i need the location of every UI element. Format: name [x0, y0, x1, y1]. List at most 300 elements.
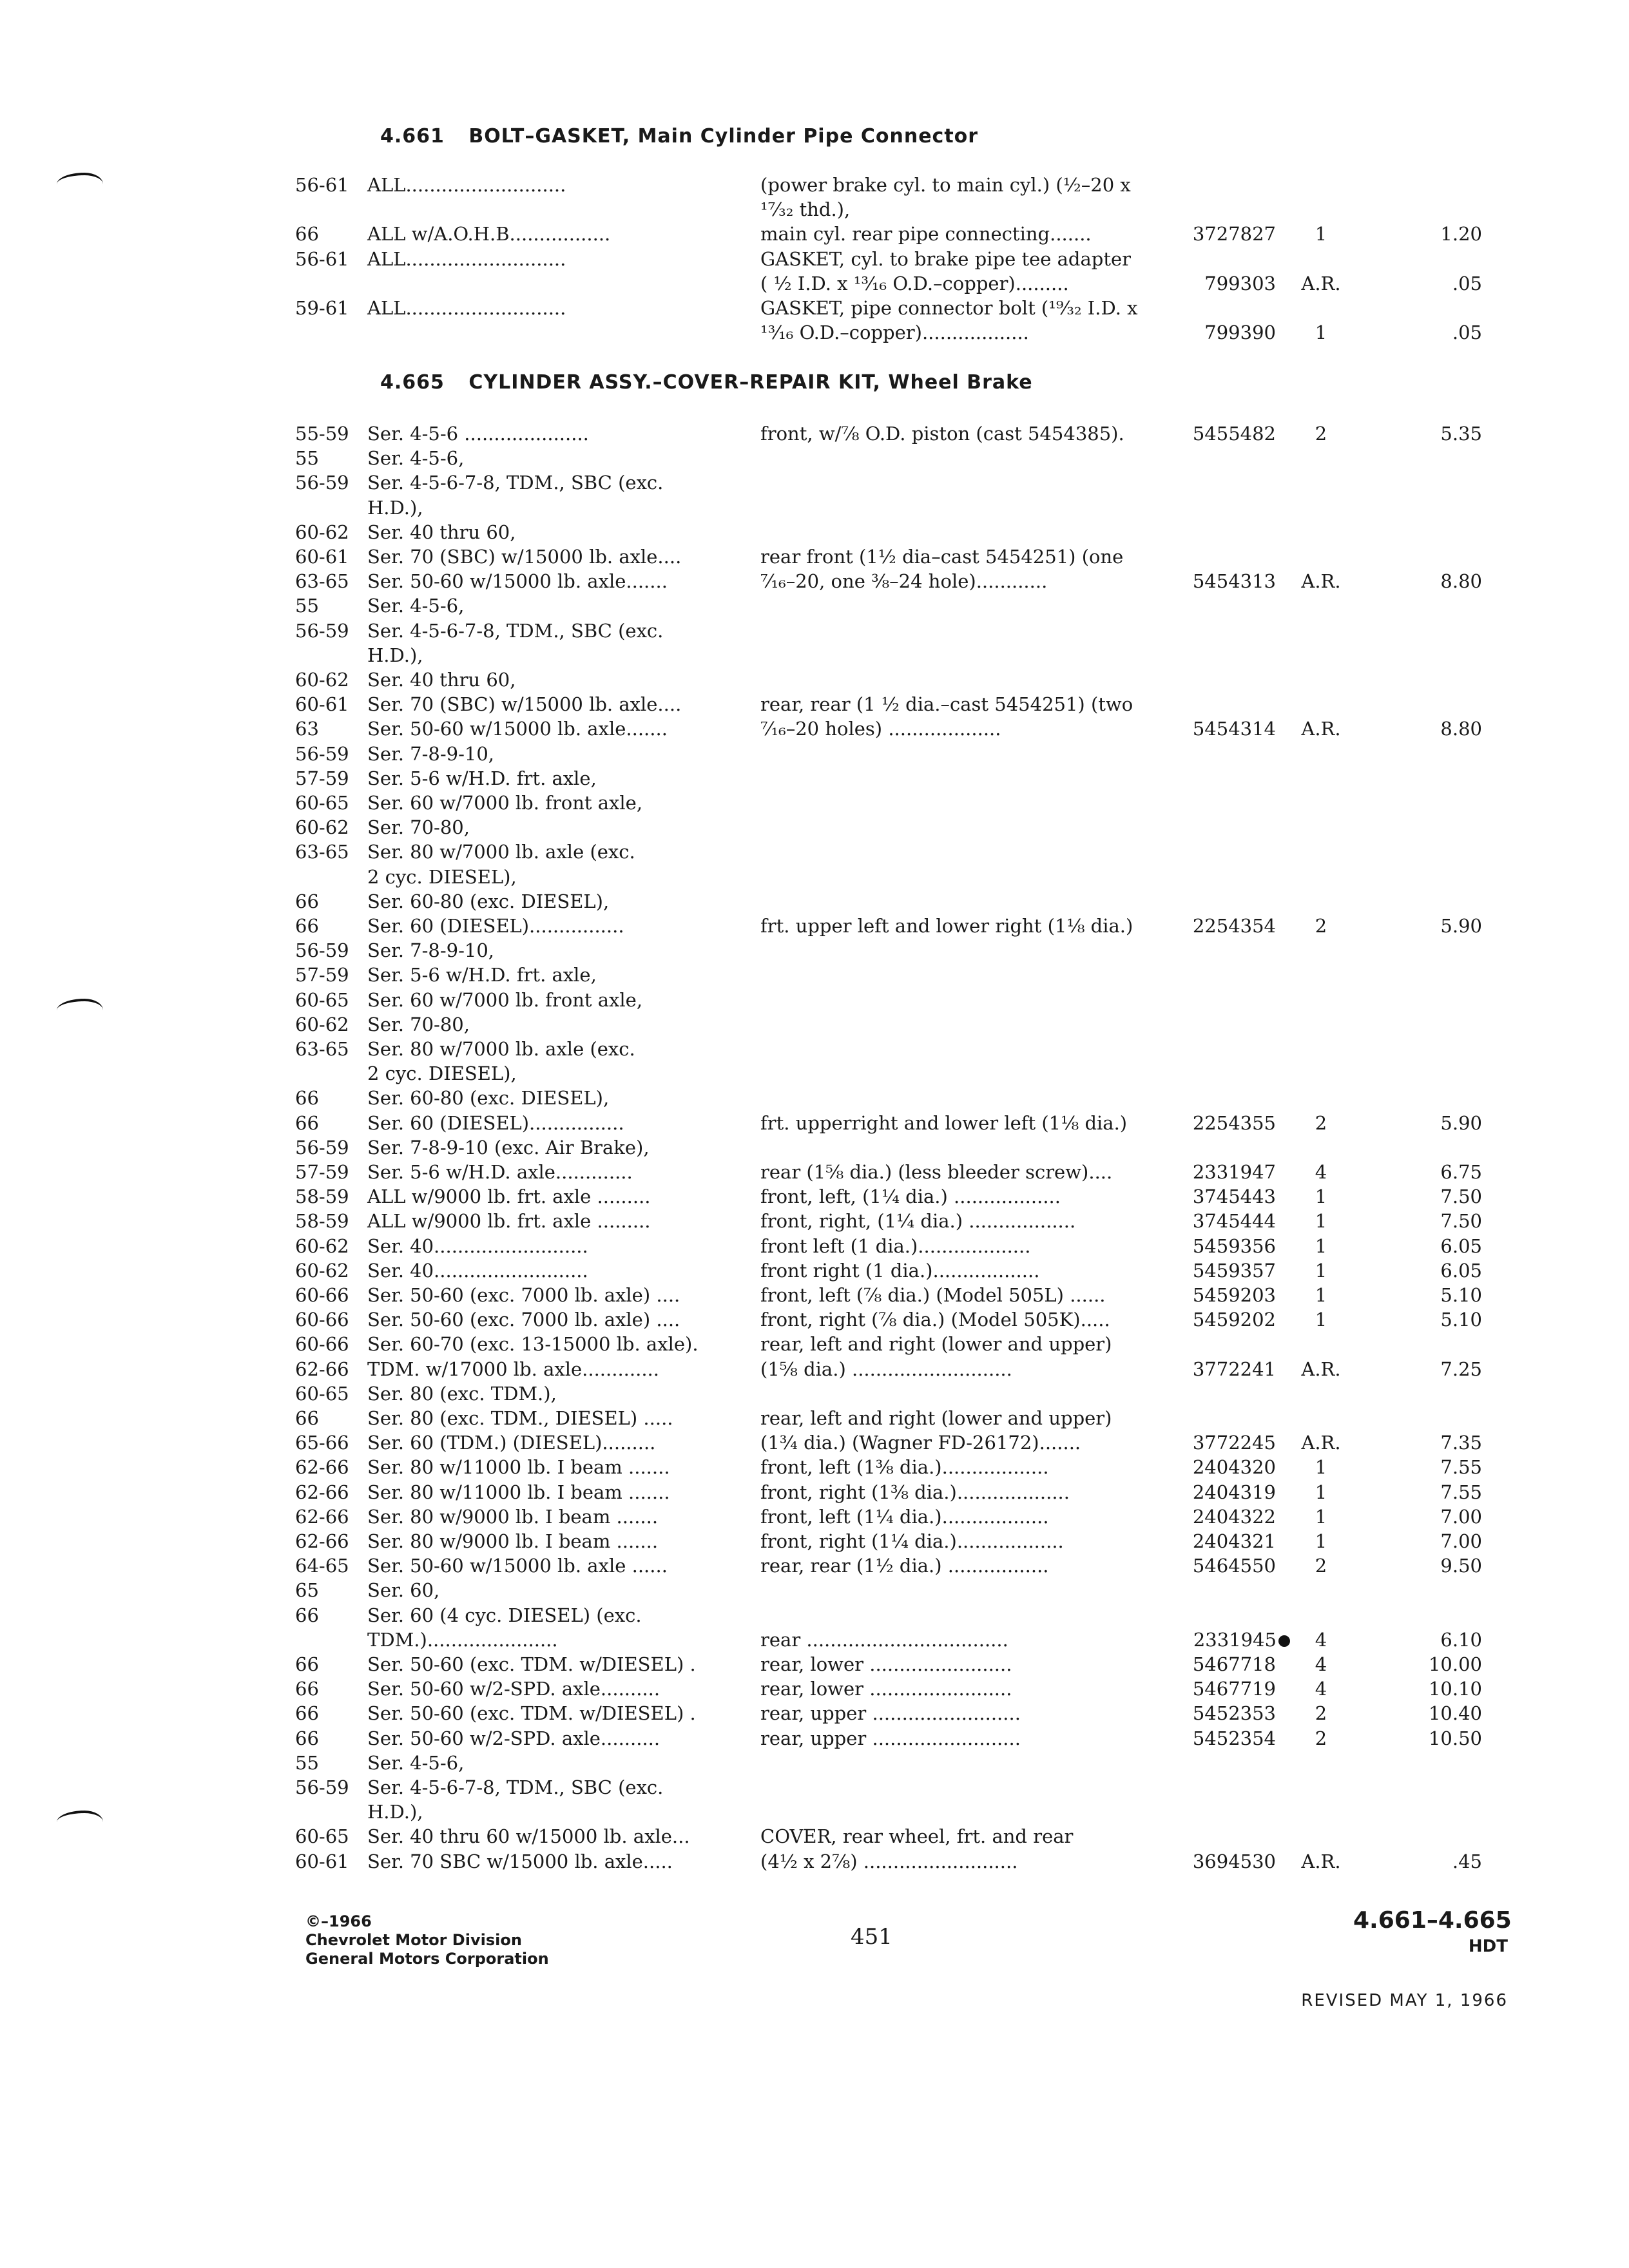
part-number: 2404321	[1192, 1530, 1276, 1552]
model-years: 62-66	[295, 1358, 349, 1380]
table-row	[0, 1701, 1629, 1725]
application: H.D.),	[367, 496, 423, 519]
part-number: 3745443	[1192, 1186, 1276, 1208]
price: 7.25	[1440, 1358, 1482, 1380]
model-years: 56-59	[295, 1776, 349, 1798]
application: Ser. 80 w/9000 lb. I beam .......	[367, 1530, 659, 1552]
table-row	[0, 1529, 1629, 1553]
application: TDM.)......................	[367, 1628, 558, 1651]
application: Ser. 40..........................	[367, 1259, 588, 1282]
application: H.D.),	[367, 644, 423, 666]
table-row	[0, 1406, 1629, 1430]
model-years: 63-65	[295, 570, 349, 593]
section-title: CYLINDER ASSY.–COVER–REPAIR KIT,	[468, 371, 881, 394]
part-number: 5452353	[1192, 1702, 1276, 1725]
application: Ser. 80 w/9000 lb. I beam .......	[367, 1505, 659, 1528]
table-row	[0, 988, 1629, 1012]
part-number: 2404319	[1192, 1481, 1276, 1503]
application: Ser. 40 thru 60,	[367, 669, 516, 691]
model-years: 60-62	[295, 1235, 349, 1257]
description: rear (1⅝ dia.) (less bleeder screw)....	[760, 1161, 1113, 1183]
price: 5.10	[1440, 1309, 1482, 1331]
description: ⁷⁄₁₆–20, one ⅜–24 hole)............	[760, 570, 1048, 593]
quantity: 1	[1315, 1210, 1327, 1233]
model-years: 63	[295, 718, 319, 740]
part-number: 3694530	[1192, 1850, 1276, 1872]
price: 8.80	[1440, 718, 1482, 740]
table-row	[0, 1677, 1629, 1701]
quantity: A.R.	[1301, 272, 1341, 294]
quantity: 2	[1315, 423, 1327, 445]
price: 5.35	[1440, 423, 1482, 445]
model-years: 60-65	[295, 792, 349, 814]
description: rear front (1½ dia–cast 5454251) (one	[760, 546, 1124, 568]
model-years: 66	[295, 1702, 319, 1725]
table-row	[0, 938, 1629, 963]
quantity: A.R.	[1301, 570, 1341, 593]
model-years: 62-66	[295, 1505, 349, 1528]
quantity: 1	[1315, 1235, 1327, 1257]
table-row	[0, 1111, 1629, 1135]
application: Ser. 5-6 w/H.D. frt. axle,	[367, 964, 597, 986]
application: Ser. 4-5-6-7-8, TDM., SBC (exc.	[367, 1776, 664, 1798]
application: Ser. 4-5-6,	[367, 447, 465, 470]
table-row	[0, 1430, 1629, 1455]
model-years: 66	[295, 1653, 319, 1675]
section-range: 4.661–4.665	[1353, 1907, 1512, 1934]
application: Ser. 50-60 (exc. 7000 lb. axle) ....	[367, 1284, 680, 1306]
table-row	[0, 173, 1629, 197]
model-years: 66	[295, 915, 319, 937]
price: 10.40	[1428, 1702, 1482, 1725]
part-number: 799303	[1204, 272, 1276, 294]
description: (4½ x 2⅞) ..........................	[760, 1850, 1018, 1872]
description: (power brake cyl. to main cyl.) (½–20 x	[760, 174, 1131, 196]
table-row	[0, 643, 1629, 668]
price: 7.55	[1440, 1456, 1482, 1479]
price: 7.50	[1440, 1210, 1482, 1233]
part-number: 5459202	[1192, 1309, 1276, 1331]
application: Ser. 7-8-9-10,	[367, 742, 495, 765]
application: Ser. 50-60 w/2-SPD. axle..........	[367, 1727, 660, 1749]
description: front left (1 dia.)...................	[760, 1235, 1031, 1257]
application: Ser. 60-80 (exc. DIESEL),	[367, 1087, 610, 1110]
description: main cyl. rear pipe connecting.......	[760, 223, 1092, 245]
model-years: 62-66	[295, 1530, 349, 1552]
application: Ser. 50-60 w/15000 lb. axle.......	[367, 718, 668, 740]
price: 7.55	[1440, 1481, 1482, 1503]
section-number: 4.665	[380, 371, 445, 394]
description: ¹³⁄₁₆ O.D.–copper)..................	[760, 322, 1029, 344]
quantity: 1	[1315, 1505, 1327, 1528]
price: 5.10	[1440, 1284, 1482, 1306]
part-number: 3727827	[1192, 223, 1276, 245]
application: Ser. 50-60 w/15000 lb. axle ......	[367, 1555, 668, 1577]
table-row	[0, 1751, 1629, 1775]
table-row	[0, 1160, 1629, 1184]
application: Ser. 80 w/7000 lb. axle (exc.	[367, 1038, 635, 1060]
table-row	[0, 1652, 1629, 1677]
table-row	[0, 1504, 1629, 1529]
description: front, left, (1¼ dia.) ..................	[760, 1186, 1061, 1208]
application: 2 cyc. DIESEL),	[367, 1062, 517, 1085]
application: ALL w/9000 lb. frt. axle .........	[367, 1210, 651, 1233]
part-number: 5459357	[1192, 1259, 1276, 1282]
table-row	[0, 1209, 1629, 1233]
application: ALL...........................	[367, 297, 566, 319]
model-years: 60-66	[295, 1284, 349, 1306]
model-years: 66	[295, 1678, 319, 1700]
table-row	[0, 963, 1629, 987]
description: ¹⁷⁄₃₂ thd.),	[760, 198, 851, 221]
application: Ser. 40 thru 60,	[367, 521, 516, 543]
application: ALL w/A.O.H.B.................	[367, 223, 611, 245]
price: 8.80	[1440, 570, 1482, 593]
table-row	[0, 716, 1629, 741]
table-row	[0, 1628, 1629, 1652]
table-row	[0, 1849, 1629, 1874]
quantity: 1	[1315, 1284, 1327, 1306]
model-years: 63-65	[295, 1038, 349, 1060]
model-years: 56-61	[295, 174, 349, 196]
price: 10.50	[1428, 1727, 1482, 1749]
application: Ser. 70-80,	[367, 816, 470, 839]
table-row	[0, 791, 1629, 815]
price: 5.90	[1440, 1111, 1482, 1134]
description: frt. upper left and lower right (1⅛ dia.)	[760, 915, 1133, 937]
model-years: 60-62	[295, 521, 349, 543]
table-row	[0, 1086, 1629, 1110]
model-years: 66	[295, 1727, 319, 1749]
price: 7.00	[1440, 1530, 1482, 1552]
description: (1⅝ dia.) ...........................	[760, 1358, 1012, 1380]
section-title: BOLT–GASKET,	[468, 125, 631, 148]
section-heading	[380, 371, 1033, 394]
price: 6.10	[1440, 1628, 1482, 1651]
description: rear, rear (1½ dia.) .................	[760, 1555, 1049, 1577]
part-number: 799390	[1204, 322, 1276, 344]
application: Ser. 50-60 (exc. TDM. w/DIESEL) .	[367, 1702, 696, 1725]
quantity: 1	[1315, 1309, 1327, 1331]
description: front, left (⅞ dia.) (Model 505L) ......	[760, 1284, 1106, 1306]
application: Ser. 70 SBC w/15000 lb. axle.....	[367, 1850, 673, 1872]
table-row	[0, 1603, 1629, 1628]
part-number: 2404320	[1192, 1456, 1276, 1479]
model-years: 60-62	[295, 669, 349, 691]
table-row	[0, 1037, 1629, 1061]
table-row	[0, 421, 1629, 446]
price: .05	[1452, 272, 1482, 294]
price: 6.75	[1440, 1161, 1482, 1183]
model-years: 66	[295, 223, 319, 245]
application: Ser. 4-5-6,	[367, 1751, 465, 1774]
price: 9.50	[1440, 1555, 1482, 1577]
description: rear, lower ........................	[760, 1653, 1012, 1675]
table-row	[0, 247, 1629, 271]
table-row	[0, 1455, 1629, 1479]
table-row	[0, 1012, 1629, 1037]
application: Ser. 70-80,	[367, 1013, 470, 1035]
quantity: 4	[1315, 1653, 1327, 1675]
description: rear, lower ........................	[760, 1678, 1012, 1700]
quantity: 1	[1315, 1481, 1327, 1503]
part-number: 2331947	[1192, 1161, 1276, 1183]
application: ALL...........................	[367, 174, 566, 196]
table-row	[0, 446, 1629, 470]
description: front, right (⅞ dia.) (Model 505K).....	[760, 1309, 1110, 1331]
table-row	[0, 1357, 1629, 1381]
division-name: Chevrolet Motor Division	[305, 1931, 522, 1949]
quantity: 2	[1315, 1727, 1327, 1749]
table-row	[0, 271, 1629, 296]
price: 5.90	[1440, 915, 1482, 937]
application: Ser. 60 (TDM.) (DIESEL).........	[367, 1432, 656, 1454]
revision-date: REVISED MAY 1, 1966	[1301, 1991, 1508, 2010]
quantity: 2	[1315, 915, 1327, 937]
application: Ser. 40..........................	[367, 1235, 588, 1257]
model-years: 60-62	[295, 1013, 349, 1035]
price: 7.35	[1440, 1432, 1482, 1454]
model-years: 60-66	[295, 1333, 349, 1356]
model-years: 55	[295, 1751, 319, 1774]
price: 6.05	[1440, 1235, 1482, 1257]
table-row	[0, 1258, 1629, 1283]
table-row	[0, 544, 1629, 569]
model-years: 66	[295, 890, 319, 912]
application: Ser. 4-5-6 .....................	[367, 423, 589, 445]
table-row	[0, 668, 1629, 692]
table-row	[0, 1234, 1629, 1258]
part-number: 3772245	[1192, 1432, 1276, 1454]
model-years: 56-59	[295, 472, 349, 494]
part-number: 5459203	[1192, 1284, 1276, 1306]
model-years: 66	[295, 1111, 319, 1134]
application: Ser. 60 w/7000 lb. front axle,	[367, 988, 643, 1011]
section-heading	[380, 125, 978, 148]
table-row	[0, 1061, 1629, 1086]
table-row	[0, 1184, 1629, 1209]
new-part-dot-icon	[1278, 1635, 1290, 1647]
price: .05	[1452, 322, 1482, 344]
model-years: 55	[295, 447, 319, 470]
description: ⁷⁄₁₆–20 holes) ...................	[760, 718, 1001, 740]
model-years: 60-65	[295, 1825, 349, 1848]
part-number: 2254355	[1192, 1111, 1276, 1134]
application: Ser. 70 (SBC) w/15000 lb. axle....	[367, 546, 682, 568]
table-row	[0, 1332, 1629, 1356]
table-row	[0, 222, 1629, 246]
model-years: 57-59	[295, 1161, 349, 1183]
quantity: A.R.	[1301, 1432, 1341, 1454]
part-number: 5452354	[1192, 1727, 1276, 1749]
model-years: 56-59	[295, 939, 349, 962]
quantity: A.R.	[1301, 1850, 1341, 1872]
table-row	[0, 1726, 1629, 1751]
application: TDM. w/17000 lb. axle.............	[367, 1358, 659, 1380]
model-years: 62-66	[295, 1481, 349, 1503]
application: 2 cyc. DIESEL),	[367, 865, 517, 888]
table-row	[0, 1283, 1629, 1307]
price: 7.50	[1440, 1186, 1482, 1208]
application: Ser. 4-5-6-7-8, TDM., SBC (exc.	[367, 472, 664, 494]
description: front, right, (1¼ dia.) ..................	[760, 1210, 1076, 1233]
model-years: 57-59	[295, 767, 349, 789]
description: rear, upper .........................	[760, 1702, 1021, 1725]
quantity: 1	[1315, 1530, 1327, 1552]
price: 10.00	[1428, 1653, 1482, 1675]
description: rear, left and right (lower and upper)	[760, 1333, 1112, 1356]
quantity: A.R.	[1301, 1358, 1341, 1380]
application: Ser. 60 (DIESEL)................	[367, 915, 624, 937]
table-row	[0, 1775, 1629, 1800]
part-number: 3745444	[1192, 1210, 1276, 1233]
model-years: 66	[295, 1604, 319, 1626]
table-row	[0, 320, 1629, 345]
application: Ser. 50-60 (exc. 7000 lb. axle) ....	[367, 1309, 680, 1331]
application: Ser. 80 w/11000 lb. I beam .......	[367, 1456, 670, 1479]
part-number: 5464550	[1192, 1555, 1276, 1577]
application: Ser. 80 w/7000 lb. axle (exc.	[367, 841, 635, 863]
price: 7.00	[1440, 1505, 1482, 1528]
section-subtitle: Main Cylinder Pipe Connector	[637, 125, 979, 148]
quantity: 1	[1315, 223, 1327, 245]
description: frt. upperright and lower left (1⅛ dia.)	[760, 1111, 1128, 1134]
part-number: 2404322	[1192, 1505, 1276, 1528]
price: .45	[1452, 1850, 1482, 1872]
table-row	[0, 593, 1629, 618]
quantity: 2	[1315, 1702, 1327, 1725]
application: Ser. 80 w/11000 lb. I beam .......	[367, 1481, 670, 1503]
part-number: 3772241	[1192, 1358, 1276, 1380]
section-subtitle: Wheel Brake	[888, 371, 1033, 394]
table-row	[0, 520, 1629, 544]
table-row	[0, 815, 1629, 840]
quantity: 1	[1315, 1456, 1327, 1479]
table-row	[0, 569, 1629, 593]
model-years: 65	[295, 1579, 319, 1602]
table-row	[0, 296, 1629, 320]
quantity: A.R.	[1301, 718, 1341, 740]
model-years: 64-65	[295, 1555, 349, 1577]
application: Ser. 4-5-6-7-8, TDM., SBC (exc.	[367, 619, 664, 642]
description: ( ½ I.D. x ¹³⁄₁₆ O.D.–copper).........	[760, 272, 1069, 294]
quantity: 2	[1315, 1111, 1327, 1134]
part-number: 2331945	[1173, 1628, 1290, 1652]
model-years: 55-59	[295, 423, 349, 445]
part-number: 5467718	[1192, 1653, 1276, 1675]
application: Ser. 50-60 w/15000 lb. axle.......	[367, 570, 668, 593]
price: 6.05	[1440, 1259, 1482, 1282]
model-years: 65-66	[295, 1432, 349, 1454]
quantity: 1	[1315, 322, 1327, 344]
quantity: 4	[1315, 1678, 1327, 1700]
table-row	[0, 692, 1629, 716]
quantity: 1	[1315, 1259, 1327, 1282]
model-years: 60-62	[295, 816, 349, 839]
application: Ser. 4-5-6,	[367, 595, 465, 617]
table-row	[0, 1135, 1629, 1160]
description: rear, left and right (lower and upper)	[760, 1407, 1112, 1429]
application: ALL w/9000 lb. frt. axle .........	[367, 1186, 651, 1208]
part-number: 5459356	[1192, 1235, 1276, 1257]
description: (1¾ dia.) (Wagner FD-26172).......	[760, 1432, 1081, 1454]
model-years: 56-59	[295, 742, 349, 765]
quantity: 4	[1315, 1161, 1327, 1183]
quantity: 4	[1315, 1628, 1327, 1651]
description: rear, upper .........................	[760, 1727, 1021, 1749]
application: Ser. 70 (SBC) w/15000 lb. axle....	[367, 693, 682, 716]
model-years: 63-65	[295, 841, 349, 863]
description: front, right (1⅜ dia.)...................	[760, 1481, 1070, 1503]
application: Ser. 7-8-9-10,	[367, 939, 495, 962]
model-years: 59-61	[295, 297, 349, 319]
application: Ser. 60 (DIESEL)................	[367, 1111, 624, 1134]
table-row	[0, 1381, 1629, 1406]
table-row	[0, 1307, 1629, 1332]
application: Ser. 60-80 (exc. DIESEL),	[367, 890, 610, 912]
part-number: 5455482	[1192, 423, 1276, 445]
part-number: 5454314	[1192, 718, 1276, 740]
model-years: 60-61	[295, 1850, 349, 1872]
description: rear, rear (1 ½ dia.–cast 5454251) (two	[760, 693, 1133, 716]
table-row	[0, 1553, 1629, 1578]
model-years: 58-59	[295, 1210, 349, 1233]
description: front, left (1¼ dia.)..................	[760, 1505, 1049, 1528]
model-years: 60-65	[295, 988, 349, 1011]
description: GASKET, cyl. to brake pipe tee adapter	[760, 247, 1132, 270]
corporation-name: General Motors Corporation	[305, 1950, 549, 1968]
part-number: 5454313	[1192, 570, 1276, 593]
copyright: ©–1966	[305, 1912, 372, 1930]
table-row	[0, 1824, 1629, 1849]
description: front, left (1⅜ dia.)..................	[760, 1456, 1049, 1479]
application: Ser. 5-6 w/H.D. frt. axle,	[367, 767, 597, 789]
model-years: 55	[295, 595, 319, 617]
application: Ser. 60-70 (exc. 13-15000 lb. axle).	[367, 1333, 699, 1356]
table-row	[0, 742, 1629, 766]
publisher-block	[305, 1912, 549, 1968]
quantity: 2	[1315, 1555, 1327, 1577]
model-years: 56-61	[295, 247, 349, 270]
part-number: 5467719	[1192, 1678, 1276, 1700]
model-years: 60-61	[295, 546, 349, 568]
application: Ser. 60 (4 cyc. DIESEL) (exc.	[367, 1604, 642, 1626]
application: Ser. 60 w/7000 lb. front axle,	[367, 792, 643, 814]
model-years: 60-66	[295, 1309, 349, 1331]
table-row	[0, 840, 1629, 864]
description: front, w/⅞ O.D. piston (cast 5454385).	[760, 423, 1124, 445]
model-years: 66	[295, 1407, 319, 1429]
table-row	[0, 197, 1629, 222]
application: Ser. 80 (exc. TDM.),	[367, 1382, 557, 1405]
price: 10.10	[1428, 1678, 1482, 1700]
application: H.D.),	[367, 1801, 423, 1823]
model-years: 62-66	[295, 1456, 349, 1479]
table-row	[0, 495, 1629, 520]
application: Ser. 50-60 w/2-SPD. axle..........	[367, 1678, 660, 1700]
application: Ser. 40 thru 60 w/15000 lb. axle...	[367, 1825, 690, 1848]
description: front right (1 dia.)..................	[760, 1259, 1040, 1282]
application: ALL...........................	[367, 247, 566, 270]
catalog-code: HDT	[1468, 1937, 1508, 1956]
description: front, right (1¼ dia.)..................	[760, 1530, 1064, 1552]
price: 1.20	[1440, 223, 1482, 245]
application: Ser. 80 (exc. TDM., DIESEL) .....	[367, 1407, 673, 1429]
model-years: 56-59	[295, 1136, 349, 1158]
application: Ser. 60,	[367, 1579, 440, 1602]
description: GASKET, pipe connector bolt (¹⁹⁄₃₂ I.D. x	[760, 297, 1138, 319]
quantity: 1	[1315, 1186, 1327, 1208]
